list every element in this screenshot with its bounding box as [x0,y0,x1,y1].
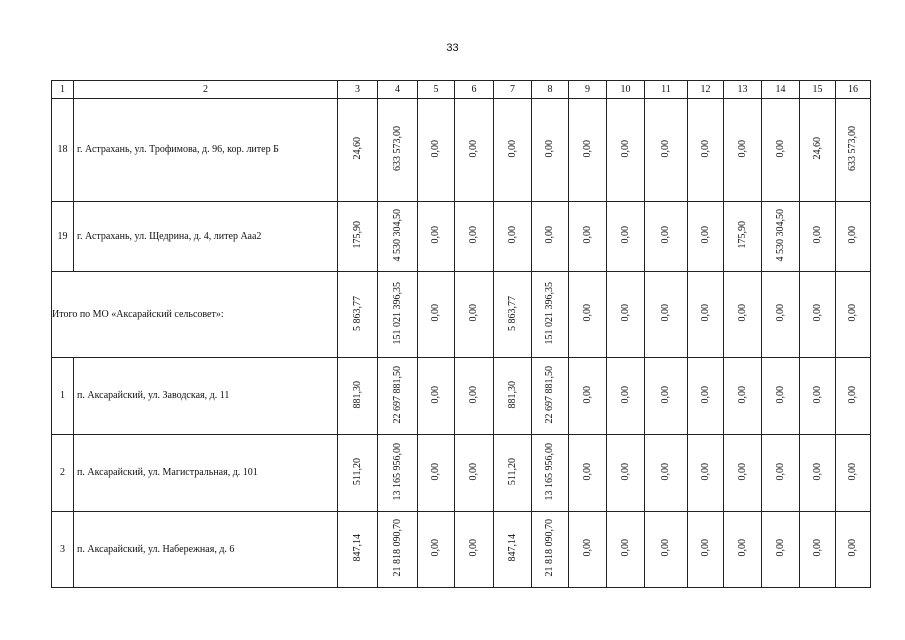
value-text: 0,00 [736,462,748,481]
address-cell: г. Астрахань, ул. Трофимова, д. 96, кор. литер Б [74,99,338,202]
value-text: 151 021 396,35 [391,281,403,345]
row-number: 2 [52,435,74,512]
column-header: 14 [762,81,800,99]
value-cell [607,358,645,435]
value-cell [645,272,688,358]
address-cell: п. Аксарайский, ул. Набережная, д. 6 [74,512,338,588]
value-cell [494,202,532,272]
column-header: 3 [338,81,378,99]
value-cell [836,512,871,588]
value-cell [338,512,378,588]
value-cell [455,202,494,272]
value-cell [532,358,569,435]
value-text: 22 697 881,50 [544,365,555,424]
value-cell [836,435,871,512]
value-cell [836,202,871,272]
value-text: 511,20 [506,457,518,486]
value-text: 847,14 [351,534,363,562]
value-cell [569,512,607,588]
total-row [52,272,871,358]
column-header: 6 [455,81,494,99]
column-header: 2 [74,81,338,99]
value-cell [569,99,607,202]
value-text: 0,00 [430,385,441,404]
column-header: 12 [688,81,724,99]
value-cell [688,272,724,358]
value-cell [724,435,762,512]
table-row [52,358,871,435]
data-table [51,80,871,588]
value-cell [724,99,762,202]
value-cell [645,202,688,272]
value-text: 0,00 [468,139,479,158]
value-text: 175,90 [351,221,363,249]
value-cell [569,358,607,435]
column-header: 9 [569,81,607,99]
value-cell [836,272,871,358]
value-text: 0,00 [774,139,786,158]
value-cell [800,512,836,588]
value-cell [607,512,645,588]
column-header: 5 [418,81,455,99]
value-cell [378,272,418,358]
value-text: 0,00 [736,539,748,557]
value-cell [645,99,688,202]
value-cell [418,512,455,588]
value-cell [645,358,688,435]
value-text: 151 021 396,35 [544,281,555,345]
value-cell [532,202,569,272]
value-text: 0,00 [581,304,593,322]
value-text: 0,00 [430,462,441,481]
value-cell [569,272,607,358]
value-cell [762,512,800,588]
value-text: 13 165 956,00 [544,442,555,501]
column-header: 13 [724,81,762,99]
value-text: 0,00 [699,139,711,158]
row-number: 18 [52,99,74,202]
column-header: 8 [532,81,569,99]
value-cell [762,272,800,358]
value-cell [455,358,494,435]
value-text: 0,00 [847,385,858,404]
value-text: 847,14 [506,534,518,562]
value-text: 0,00 [660,139,671,158]
value-text: 0,00 [581,385,593,404]
value-text: 0,00 [774,304,786,322]
value-cell [418,358,455,435]
value-cell [724,358,762,435]
value-cell [494,435,532,512]
value-cell [688,435,724,512]
value-cell [532,512,569,588]
value-text: 21 818 090,70 [544,519,555,577]
value-text: 0,00 [468,462,479,481]
value-cell [455,512,494,588]
value-cell [455,99,494,202]
value-cell [800,202,836,272]
value-cell [532,99,569,202]
column-header: 10 [607,81,645,99]
value-text: 0,00 [430,226,441,244]
value-cell [418,202,455,272]
value-text: 0,00 [430,304,441,322]
value-text: 0,00 [506,226,518,244]
value-cell [607,99,645,202]
value-text: 0,00 [468,226,479,244]
value-cell [494,272,532,358]
value-cell [724,202,762,272]
value-cell [418,435,455,512]
value-text: 0,00 [699,462,711,481]
value-text: 0,00 [619,226,631,244]
value-cell [378,512,418,588]
value-cell [724,512,762,588]
value-cell [338,202,378,272]
value-text: 0,00 [699,226,711,244]
value-text: 0,00 [847,462,858,481]
value-cell [836,99,871,202]
value-cell [378,358,418,435]
value-text: 633 573,00 [391,126,403,171]
value-cell [800,435,836,512]
value-cell [607,435,645,512]
page-number: 33 [446,42,459,54]
value-text: 881,30 [506,380,518,409]
value-text: 0,00 [699,539,711,557]
value-text: 0,00 [847,304,858,322]
value-cell [378,435,418,512]
value-text: 0,00 [811,226,823,244]
value-text: 0,00 [619,304,631,322]
value-cell [836,358,871,435]
value-cell [688,202,724,272]
value-text: 5 863,77 [351,295,363,331]
address-cell: п. Аксарайский, ул. Заводская, д. 11 [74,358,338,435]
table-row [52,99,871,202]
value-text: 0,00 [811,385,823,404]
value-cell [762,435,800,512]
value-cell [532,435,569,512]
value-text: 0,00 [468,385,479,404]
value-text: 0,00 [619,139,631,158]
value-text: 0,00 [811,539,823,557]
value-text: 0,00 [847,226,858,244]
column-header: 4 [378,81,418,99]
value-cell [607,272,645,358]
value-cell [569,435,607,512]
value-text: 0,00 [468,304,479,322]
value-text: 4 530 304,50 [774,208,786,262]
value-cell [494,512,532,588]
value-text: 0,00 [581,462,593,481]
value-text: 13 165 956,00 [391,442,403,501]
value-text: 0,00 [660,226,671,244]
value-cell [645,435,688,512]
value-cell [455,272,494,358]
value-text: 0,00 [660,539,671,557]
value-text: 0,00 [774,385,786,404]
value-cell [800,272,836,358]
table-row [52,512,871,588]
value-text: 0,00 [581,539,593,557]
value-cell [338,272,378,358]
column-header: 1 [52,81,74,99]
value-cell [645,512,688,588]
table-row [52,435,871,512]
value-cell [762,358,800,435]
column-header: 15 [800,81,836,99]
value-text: 0,00 [847,539,858,557]
value-text: 881,30 [351,380,363,409]
value-text: 511,20 [351,457,363,486]
value-text: 0,00 [430,539,441,557]
value-cell [455,435,494,512]
value-text: 633 573,00 [847,126,858,171]
value-text: 0,00 [660,304,671,322]
value-text: 0,00 [619,539,631,557]
value-text: 0,00 [544,226,555,244]
column-header: 16 [836,81,871,99]
value-cell [494,358,532,435]
value-cell [378,202,418,272]
value-cell [338,358,378,435]
value-text: 0,00 [581,139,593,158]
value-cell [338,99,378,202]
value-cell [378,99,418,202]
table-row [52,202,871,272]
value-text: 22 697 881,50 [391,365,403,424]
value-cell [607,202,645,272]
value-text: 0,00 [430,139,441,158]
value-text: 0,00 [699,385,711,404]
value-text: 0,00 [619,385,631,404]
value-cell [418,99,455,202]
value-cell [494,99,532,202]
value-text: 0,00 [736,304,748,322]
value-text: 0,00 [736,139,748,158]
value-text: 21 818 090,70 [391,519,403,577]
value-cell [688,99,724,202]
value-text: 0,00 [581,226,593,244]
value-cell [688,358,724,435]
value-text: 0,00 [660,462,671,481]
value-text: 0,00 [506,139,518,158]
value-text: 175,90 [736,221,748,249]
value-text: 4 530 304,50 [391,208,403,262]
row-number: 19 [52,202,74,272]
header-row [52,81,871,99]
address-cell: п. Аксарайский, ул. Магистральная, д. 101 [74,435,338,512]
total-label: Итого по МО «Аксарайский сельсовет»: [52,272,338,358]
value-cell [338,435,378,512]
value-text: 24,60 [811,137,823,160]
value-cell [688,512,724,588]
value-text: 0,00 [811,304,823,322]
value-text: 0,00 [699,304,711,322]
row-number: 1 [52,358,74,435]
value-cell [418,272,455,358]
value-text: 24,60 [351,137,363,160]
row-number: 3 [52,512,74,588]
value-cell [800,358,836,435]
value-text: 0,00 [811,462,823,481]
value-cell [569,202,607,272]
value-cell [800,99,836,202]
value-text: 0,00 [544,139,555,158]
value-text: 0,00 [774,462,786,481]
value-cell [724,272,762,358]
value-cell [532,272,569,358]
value-text: 5 863,77 [506,295,518,331]
address-cell: г. Астрахань, ул. Щедрина, д. 4, литер Ааа2 [74,202,338,272]
value-text: 0,00 [774,539,786,557]
column-header: 7 [494,81,532,99]
value-cell [762,99,800,202]
column-header: 11 [645,81,688,99]
value-text: 0,00 [619,462,631,481]
value-text: 0,00 [468,539,479,557]
value-text: 0,00 [736,385,748,404]
value-text: 0,00 [660,385,671,404]
value-cell [762,202,800,272]
